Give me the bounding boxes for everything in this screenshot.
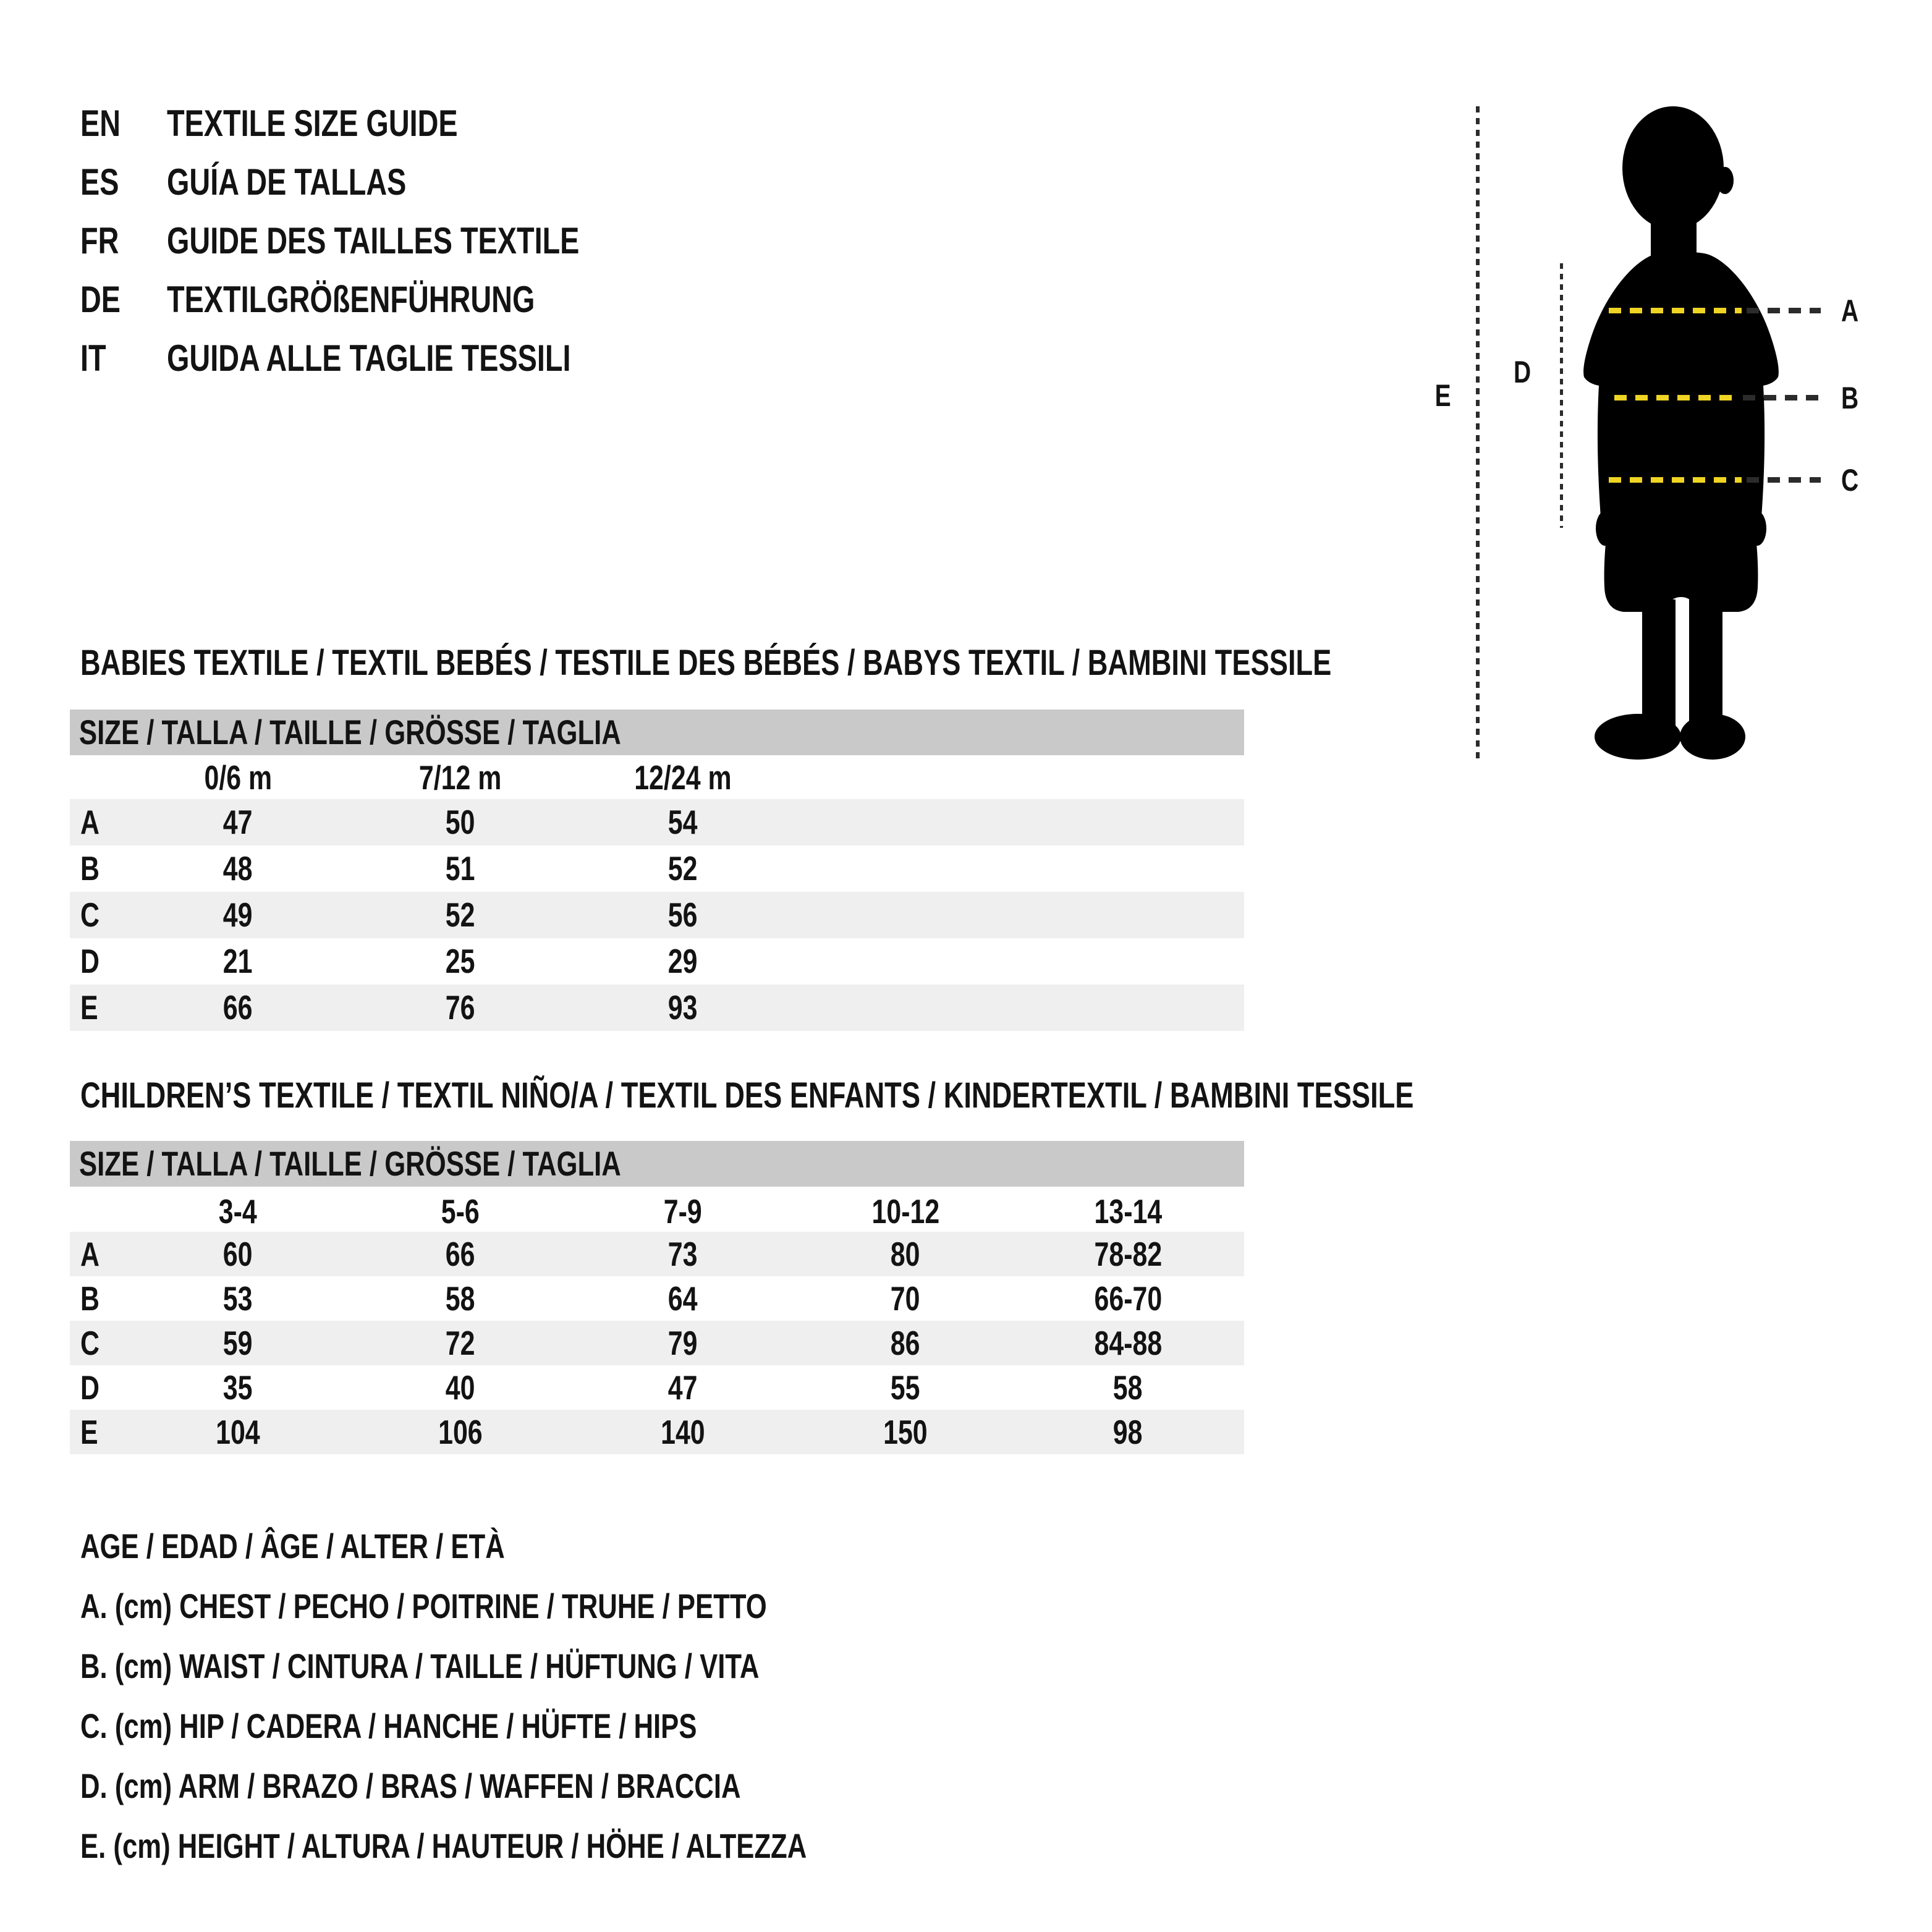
- header-line-it: [0, 331, 1360, 386]
- legend-waist: B. (cm) WAIST / CINTURA / TAILLE / HÜFTUNG / VITA: [80, 1646, 760, 1685]
- size-value: 86: [891, 1324, 920, 1362]
- size-value: 40: [446, 1368, 475, 1407]
- size-value: 25: [446, 942, 475, 980]
- size-value: 104: [216, 1413, 260, 1451]
- legend-arm: D. (cm) ARM / BRAZO / BRAS / WAFFEN / BRACCIA: [80, 1766, 741, 1805]
- babies-column-header: 12/24 m: [634, 758, 732, 797]
- size-value: 52: [446, 896, 475, 934]
- babies-row-a: [70, 799, 1244, 845]
- size-value: 60: [223, 1235, 253, 1273]
- size-value: 47: [668, 1368, 698, 1407]
- legend-age: AGE / EDAD / ÂGE / ALTER / ETÀ: [80, 1527, 505, 1566]
- size-value: 52: [668, 849, 698, 888]
- silhouette-ear: [1716, 167, 1734, 194]
- chest-line-a-yellow: [1609, 308, 1742, 313]
- babies-row-c: [70, 892, 1244, 938]
- babies-row-e: [70, 985, 1244, 1031]
- arm-measure-line-d: [1560, 263, 1563, 528]
- size-value: 51: [446, 849, 475, 888]
- silhouette-shoe-right: [1680, 714, 1745, 760]
- children-column-header: 10-12: [871, 1192, 939, 1231]
- size-value: 53: [223, 1279, 253, 1318]
- header-line-fr: [0, 213, 1360, 269]
- children-row-a: [70, 1232, 1244, 1276]
- language-code: IT: [80, 337, 106, 379]
- babies-column-header: 0/6 m: [204, 758, 272, 797]
- size-value: 66: [223, 988, 253, 1027]
- row-label: E: [80, 1413, 98, 1451]
- size-value: 93: [668, 988, 698, 1027]
- language-title: GUÍA DE TALLAS: [167, 161, 407, 203]
- size-value: 59: [223, 1324, 253, 1362]
- waist-line-b-dark: [1743, 395, 1821, 400]
- children-size-header-bar: [70, 1141, 1244, 1187]
- row-label: E: [80, 988, 98, 1027]
- size-value: 150: [883, 1413, 928, 1451]
- header-line-de: [0, 272, 1360, 328]
- measure-label-e: E: [1434, 378, 1452, 413]
- size-value: 64: [668, 1279, 698, 1318]
- babies-section-title: BABIES TEXTILE / TEXTIL BEBÉS / TESTILE DES BÉBÉS / BABYS TEXTIL / BAMBINI TESSILE: [80, 643, 1332, 683]
- size-value: 58: [1113, 1368, 1143, 1407]
- children-row-b: [70, 1276, 1244, 1321]
- row-label: A: [80, 1235, 100, 1273]
- size-value: 70: [891, 1279, 920, 1318]
- row-label: C: [80, 1324, 100, 1362]
- size-value: 54: [668, 803, 698, 841]
- row-label: B: [80, 849, 100, 888]
- legend-hip: C. (cm) HIP / CADERA / HANCHE / HÜFTE / HIPS: [80, 1706, 697, 1745]
- language-title: TEXTILE SIZE GUIDE: [167, 103, 458, 144]
- size-value: 66: [446, 1235, 475, 1273]
- children-column-header: 5-6: [441, 1192, 480, 1231]
- header-line-es: [0, 155, 1360, 210]
- size-value: 55: [891, 1368, 920, 1407]
- language-title: GUIDA ALLE TAGLIE TESSILI: [167, 337, 571, 379]
- size-value: 76: [446, 988, 475, 1027]
- silhouette-shoe-left: [1595, 714, 1681, 760]
- children-row-e: [70, 1410, 1244, 1454]
- silhouette-leg-right: [1689, 600, 1722, 731]
- size-value: 47: [223, 803, 253, 841]
- babies-size-header-text: SIZE / TALLA / TAILLE / GRÖSSE / TAGLIA: [79, 713, 621, 752]
- language-code: DE: [80, 279, 121, 320]
- size-value: 21: [223, 942, 253, 980]
- size-value: 72: [446, 1324, 475, 1362]
- size-value: 50: [446, 803, 475, 841]
- legend-height: E. (cm) HEIGHT / ALTURA / HAUTEUR / HÖHE / ALTEZZA: [80, 1826, 807, 1865]
- babies-size-header-bar: [70, 710, 1244, 755]
- size-value: 78-82: [1094, 1235, 1162, 1273]
- row-label: B: [80, 1279, 100, 1318]
- babies-row-d: [70, 938, 1244, 985]
- language-title: TEXTILGRÖßENFÜHRUNG: [167, 279, 535, 320]
- hip-line-c-dark: [1747, 477, 1821, 483]
- language-title: GUIDE DES TAILLES TEXTILE: [167, 220, 580, 261]
- measure-label-a: A: [1841, 294, 1859, 328]
- header-line-en: [0, 96, 1360, 151]
- language-code: ES: [80, 161, 119, 203]
- silhouette-shorts: [1604, 491, 1758, 612]
- size-value: 98: [1113, 1413, 1143, 1451]
- measure-label-b: B: [1841, 381, 1859, 415]
- babies-row-b: [70, 845, 1244, 892]
- chest-line-a-dark: [1747, 308, 1821, 313]
- waist-line-b-yellow: [1614, 395, 1738, 400]
- row-label: C: [80, 896, 100, 934]
- children-column-header: 3-4: [218, 1192, 258, 1231]
- row-label: A: [80, 803, 100, 841]
- row-label: D: [80, 1368, 100, 1407]
- language-code: FR: [80, 220, 119, 261]
- size-value: 29: [668, 942, 698, 980]
- children-column-header: 7-9: [663, 1192, 703, 1231]
- size-value: 48: [223, 849, 253, 888]
- size-value: 58: [446, 1279, 475, 1318]
- size-value: 49: [223, 896, 253, 934]
- children-row-d: [70, 1365, 1244, 1410]
- size-value: 66-70: [1094, 1279, 1162, 1318]
- row-label: D: [80, 942, 100, 980]
- legend-chest: A. (cm) CHEST / PECHO / POITRINE / TRUHE / PETTO: [80, 1587, 767, 1625]
- size-value: 56: [668, 896, 698, 934]
- size-value: 140: [661, 1413, 705, 1451]
- hip-line-c-yellow: [1609, 477, 1742, 483]
- children-size-header-text: SIZE / TALLA / TAILLE / GRÖSSE / TAGLIA: [79, 1144, 621, 1183]
- size-value: 80: [891, 1235, 920, 1273]
- babies-column-header: 7/12 m: [419, 758, 502, 797]
- measure-label-d: D: [1513, 355, 1532, 389]
- size-value: 35: [223, 1368, 253, 1407]
- measure-label-c: C: [1841, 463, 1859, 498]
- children-section-title: CHILDREN’S TEXTILE / TEXTIL NIÑO/A / TEXTIL DES ENFANTS / KINDERTEXTIL / BAMBINI TESSILE: [80, 1075, 1414, 1116]
- size-value: 79: [668, 1324, 698, 1362]
- size-value: 84-88: [1094, 1324, 1162, 1362]
- children-row-c: [70, 1321, 1244, 1365]
- children-column-header: 13-14: [1094, 1192, 1162, 1231]
- size-value: 73: [668, 1235, 698, 1273]
- language-code: EN: [80, 103, 121, 144]
- size-value: 106: [438, 1413, 483, 1451]
